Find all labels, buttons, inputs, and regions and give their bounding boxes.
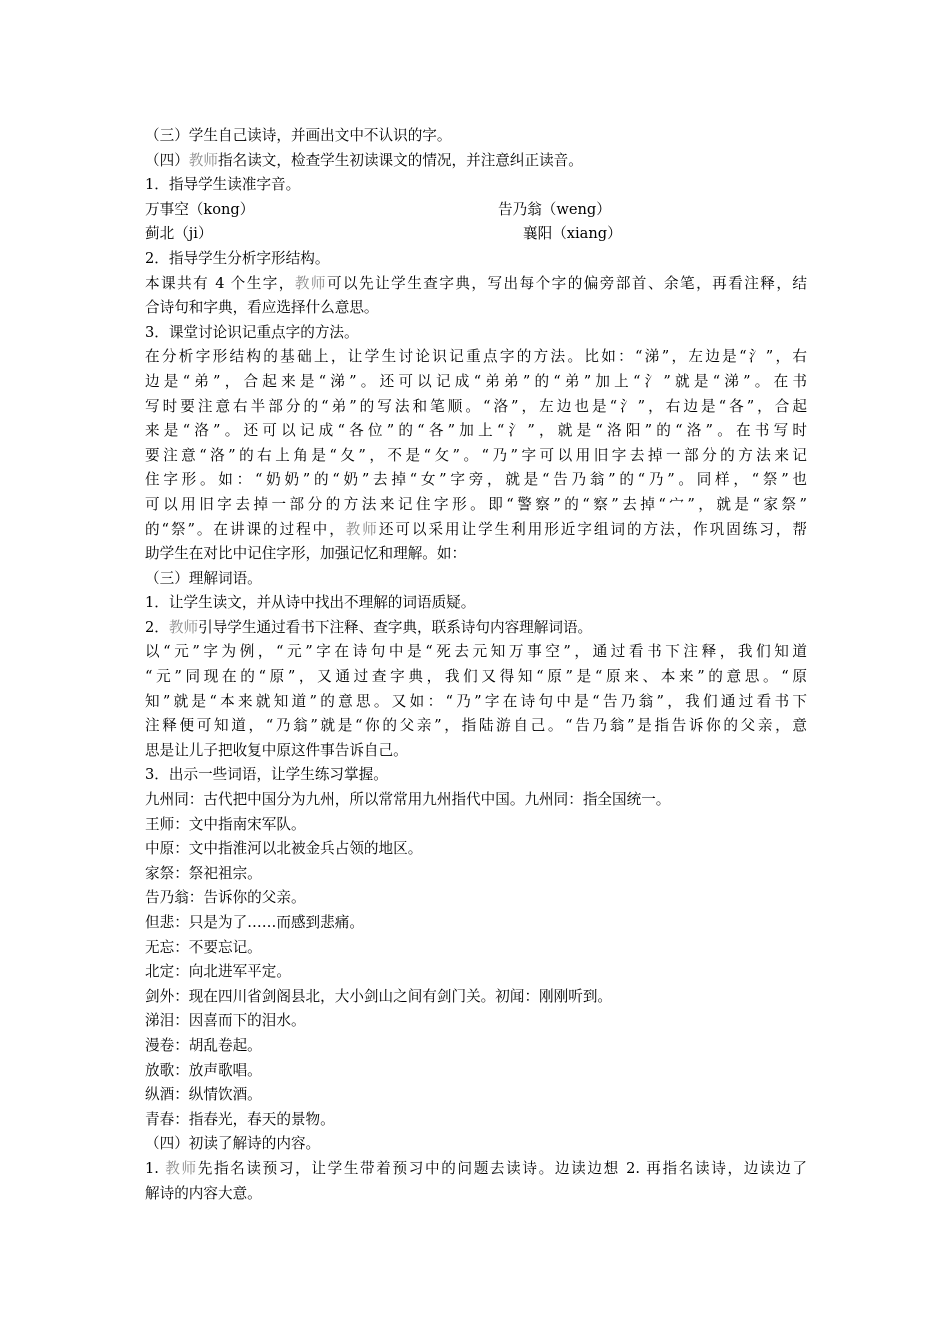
text-line: 1．让学生读文，并从诗中找出不理解的词语质疑。 [145, 594, 476, 612]
text-line: 1. 教师先指名读预习，让学生带着预习中的问题去读诗。边读边想 2. 再指名读诗，边读边了 [145, 1159, 807, 1177]
glossary-item: 北定：向北进军平定。 [145, 963, 291, 981]
highlighted-term: 教师 [294, 274, 327, 292]
document-page [145, 124, 807, 1206]
text-line: 在分析字形结构的基础上，让学生讨论识记重点字的方法。比如：“涕”，左边是“氵”，右 [145, 348, 807, 366]
section-title: （三）理解词语。 [145, 569, 262, 587]
text-line: 的“祭”。在讲课的过程中，教师还可以采用让学生利用形近字组词的方法，作巩固练习，帮 [145, 520, 807, 538]
text-line: 写时要注意右半部分的“弟”的写法和笔顺。“洛”，左边也是“氵”，右边是“各”，合起 [145, 397, 807, 415]
pronunciation-left: 万事空（kong） [145, 200, 255, 218]
text-line: 要注意“洛”的右上角是“夂”，不是“攵”。“乃”字可以用旧字去掉一部分的方法来记 [145, 446, 807, 464]
step-title: 3．课堂讨论识记重点字的方法。 [145, 323, 359, 341]
glossary-item: 青春：指春光，春天的景物。 [145, 1110, 335, 1128]
text-line: 以“元”字为例，“元”字在诗句中是“死去元知万事空”，通过看书下注释，我们知道 [145, 643, 807, 661]
section-title: （四）初读了解诗的内容。 [145, 1135, 321, 1153]
glossary-item: 中原：文中指淮河以北被金兵占领的地区。 [145, 840, 423, 858]
highlighted-term: 教师 [165, 1159, 198, 1177]
glossary-item: 放歌：放声歌唱。 [145, 1061, 262, 1079]
glossary-item: 漫卷：胡乱卷起。 [145, 1036, 262, 1054]
glossary-item: 九州同：古代把中国分为九州，所以常常用九州指代中国。九州同：指全国统一。 [145, 791, 671, 809]
text-line: 可以用旧字去掉一部分的方法来记住字形。即“警察”的“察”去掉“宀”，就是“家祭” [145, 495, 807, 513]
text-line: 1．指导学生读准字音。 [145, 176, 301, 194]
step-title: 2．指导学生分析字形结构。 [145, 249, 330, 267]
text-line: （三）学生自己读诗，并画出文中不认识的字。 [145, 127, 452, 144]
pronunciation-right: 襄阳（xiang） [523, 225, 622, 243]
text-line: 3．出示一些词语，让学生练习掌握。 [145, 766, 388, 784]
text-line: 解诗的内容大意。 [145, 1184, 262, 1202]
glossary-item: 剑外：现在四川省剑阁县北，大小剑山之间有剑门关。初闻：刚刚听到。 [145, 987, 613, 1005]
paragraph [145, 272, 807, 321]
pronunciation-right: 告乃翁（weng） [498, 200, 611, 218]
text-line: （四）教师指名读文，检查学生初读课文的情况，并注意纠正读音。 [145, 151, 583, 169]
pronunciation-row [145, 198, 807, 223]
text-line: 来是“洛”。还可以记成“各位”的“各”加上“氵”，就是“洛阳”的“洛”。在书写时 [145, 422, 807, 440]
glossary-item: 无忘：不要忘记。 [145, 938, 262, 956]
highlighted-term: 教师 [168, 618, 199, 636]
text-line: 本课共有 4 个生字，教师可以先让学生查字典，写出每个字的偏旁部首、余笔，再看注释，结 [145, 274, 807, 292]
glossary-item: 王师：文中指南宋军队。 [145, 815, 306, 833]
text-line: “元”同现在的“原”，又通过查字典，我们又得知“原”是“原来、本来”的意思。“原 [145, 668, 807, 686]
glossary-item: 告乃翁：告诉你的父亲。 [145, 889, 306, 907]
pronunciation-row [145, 222, 807, 247]
text-line: 助学生在对比中记住字形，加强记忆和理解。如： [145, 545, 467, 563]
paragraph [145, 345, 807, 566]
glossary-item: 涕泪：因喜而下的泪水。 [145, 1012, 306, 1030]
text-line: 思是让儿子把收复中原这件事告诉自己。 [145, 741, 408, 759]
glossary-list [145, 788, 807, 1132]
paragraph [145, 1157, 807, 1206]
text-line: 住字形。如：“奶奶”的“奶”去掉“女”字旁，就是“告乃翁”的“乃”。同样，“祭”也 [145, 471, 807, 489]
highlighted-term: 教师 [188, 151, 218, 169]
glossary-item: 纵酒：纵情饮酒。 [145, 1086, 262, 1104]
pronunciation-left: 蓟北（ji） [145, 225, 213, 243]
text-line: 知”就是“本来就知道”的意思。又如：“乃”字在诗句中是“告乃翁”，我们通过看书下 [145, 692, 807, 710]
paragraph [145, 640, 807, 763]
highlighted-term: 教师 [345, 520, 379, 538]
text-line: 合诗句和字典，看应选择什么意思。 [145, 299, 379, 317]
text-line: 注释便可知道，“乃翁”就是“你的父亲”，指陆游自己。“告乃翁”是指告诉你的父亲，意 [145, 717, 807, 735]
text-line: 2．教师引导学生通过看书下注释、查字典，联系诗句内容理解词语。 [145, 618, 593, 636]
glossary-item: 家祭：祭祀祖宗。 [145, 864, 262, 882]
glossary-item: 但悲：只是为了……而感到悲痛。 [145, 914, 364, 931]
text-line: 边是“弟”，合起来是“涕”。还可以记成“弟弟”的“弟”加上“氵”就是“涕”。在书 [145, 372, 807, 390]
